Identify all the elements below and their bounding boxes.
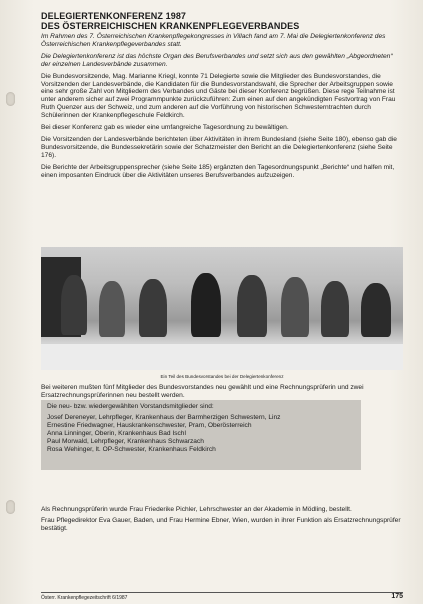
photo-person: [361, 283, 391, 337]
paragraph: Bei weiteren mußten fünf Mitglieder des Bundesvorstandes neu gewählt und eine Rechnungsprüferin und zwei Ersatzrechnungsprüferinnen neu bestellt werden.: [41, 384, 364, 399]
article-body: [41, 33, 403, 184]
member-line: Rosa Wehinger, lt. OP-Schwester, Krankenhaus Feldkirch: [47, 445, 216, 453]
photo-table: [41, 344, 403, 370]
member-line: Anna Linninger, Oberin, Krankenhaus Bad Ischl: [47, 429, 186, 437]
box-intro: Die neu- bzw. wiedergewählten Vorstandsmitglieder sind:: [47, 403, 214, 410]
photo-person: [281, 277, 309, 337]
title-line-1: DELEGIERTENKONFERENZ 1987: [41, 11, 187, 21]
photo-person: [99, 281, 125, 337]
footer-source: Österr. Krankenpflegezeitschrift 6/1987: [41, 595, 128, 601]
paragraph: Die Vorsitzenden der Landesverbände berichteten über Aktivitäten in ihrem Bundesland (siehe Seite 180), ebenso gab die Bundesvorsitzende, die Bundessekretärin sowie der Schatzmeister den Bericht an die Delegiertenkonferenz (siehe Seite 176).: [41, 135, 397, 159]
meeting-photo: [41, 247, 403, 370]
title-line-2: DES ÖSTERREICHISCHEN KRANKENPFLEGEVERBANDES: [41, 21, 300, 31]
page-footer: [41, 592, 403, 603]
paragraph: Die Delegiertenkonferenz ist das höchste Organ des Berufsverbandes und setzt sich aus den gewählten „Abgeordneten“ der einzelnen Landesverbände zusammen.: [41, 52, 393, 68]
member-line: Josef Dereneyer, Lehrpfleger, Krankenhaus der Barmherzigen Schwestern, Linz: [47, 413, 281, 421]
paragraph: Die Bundesvorsitzende, Mag. Marianne Kriegl, konnte 71 Delegierte sowie die Mitglieder des Bundesvorstandes, die Vorsitzenden der Landesverbände, die Kandidaten für die Bundesvorstandswahl, die Sprecher der Arbeitsgruppen sowie eine sehr große Zahl von Mitgliedern des Verbandes und Gäste bei dieser Konferenz begrüßen. Diese rege Teilnahme ist unter anderem sicher auf zwei Programmpunkte zurückzuführen: Zum einen auf den angekündigten Festvortrag von Frau Ruth Quenzer aus der Schweiz, und zum anderen auf die Vorführung von historischen Schwesterntrachten durch Schülerinnen der Krankenpflegeschule Feldkirch.: [41, 72, 396, 120]
article-title: [41, 11, 401, 31]
board-members-box: [41, 400, 361, 470]
paragraph: Bei dieser Konferenz gab es wieder eine umfangreiche Tagesordnung zu bewältigen.: [41, 124, 289, 132]
paragraph: Als Rechnungsprüferin wurde Frau Friederike Pichler, Lehrschwester an der Akademie in Mödling, bestellt.: [41, 506, 352, 513]
paragraph: Frau Pflegedirektor Eva Gauer, Baden, und Frau Hermine Ebner, Wien, wurden in ihrer Funktion als Ersatzrechnungsprüfer bestätigt.: [41, 516, 401, 532]
photo-person: [61, 275, 87, 335]
paragraph: Die Berichte der Arbeitsgruppensprecher (siehe Seite 185) ergänzten den Tagesordnungspunkt „Berichte“ und halfen mit, einen imposanten Eindruck über die Aktivitäten unseres Berufsverbandes aufzuzeigen.: [41, 163, 395, 179]
photo-person: [237, 275, 267, 337]
page-number: 175: [391, 593, 403, 600]
closing-text: [41, 506, 403, 536]
punch-hole: [6, 92, 15, 106]
photo-person: [191, 273, 221, 337]
member-line: Paul Morwald, Lehrpfleger, Krankenhaus Schwarzach: [47, 437, 204, 445]
member-line: Ernestine Friedwagner, Hauskrankenschwester, Pram, Oberösterreich: [47, 421, 252, 429]
photo-person: [321, 281, 349, 337]
photo-caption: Ein Teil des Bundesvorstandes bei der Delegiertenkonferenz: [160, 374, 284, 379]
punch-hole: [6, 500, 15, 514]
paragraph: Im Rahmen des 7. Österreichischen Krankenpflegekongresses in Villach fand am 7. Mai die Delegiertenkonferenz des Österreichischen Krankenpflegeverbandes statt.: [41, 33, 386, 48]
photo-person: [139, 279, 167, 337]
